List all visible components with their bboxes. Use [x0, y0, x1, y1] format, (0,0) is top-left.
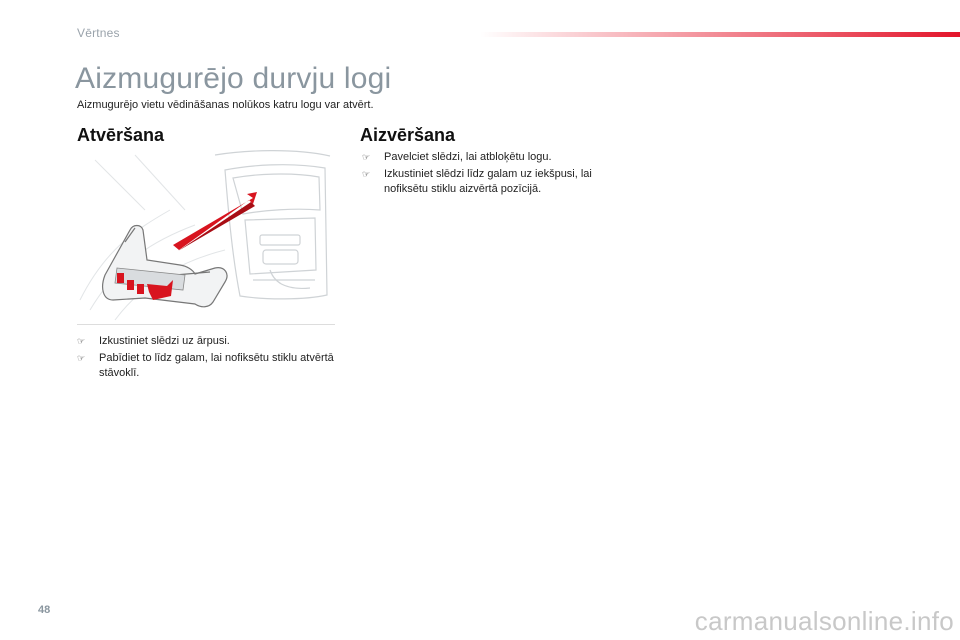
pointing-hand-icon: ☞ — [362, 152, 371, 162]
watermark: carmanualsonline.info — [694, 606, 954, 636]
illustration-divider — [77, 324, 335, 325]
page-title: Aizmugurējo durvju logi — [75, 62, 392, 95]
list-item — [77, 351, 337, 381]
page-intro: Aizmugurējo vietu vēdināšanas nolūkos katru logu var atvērt. — [77, 99, 374, 111]
opening-heading: Atvēršana — [77, 125, 165, 145]
header-accent-bar — [480, 32, 960, 37]
closing-heading: Aizvēršana — [360, 125, 456, 145]
step-text: Pavelciet slēdzi, lai atbloķētu logu. — [384, 151, 552, 163]
section-label: Vērtnes — [77, 26, 120, 40]
rear-window-latch-illustration — [75, 150, 335, 325]
step-text: Pabīdiet to līdz galam, lai nofiksētu stiklu atvērtā stāvoklī. — [99, 352, 334, 379]
pointing-hand-icon: ☞ — [77, 353, 86, 363]
list-item — [362, 150, 632, 165]
pointing-hand-icon: ☞ — [77, 336, 86, 346]
page-number: 48 — [38, 604, 51, 616]
pointing-hand-icon: ☞ — [362, 169, 371, 179]
opening-steps — [77, 334, 337, 383]
step-text: Izkustiniet slēdzi līdz galam uz iekšpusi, lai nofiksētu stiklu aizvērtā pozīcijā. — [384, 168, 592, 195]
step-text: Izkustiniet slēdzi uz ārpusi. — [99, 335, 230, 347]
list-item — [77, 334, 337, 349]
closing-steps — [362, 150, 632, 199]
list-item — [362, 167, 632, 197]
